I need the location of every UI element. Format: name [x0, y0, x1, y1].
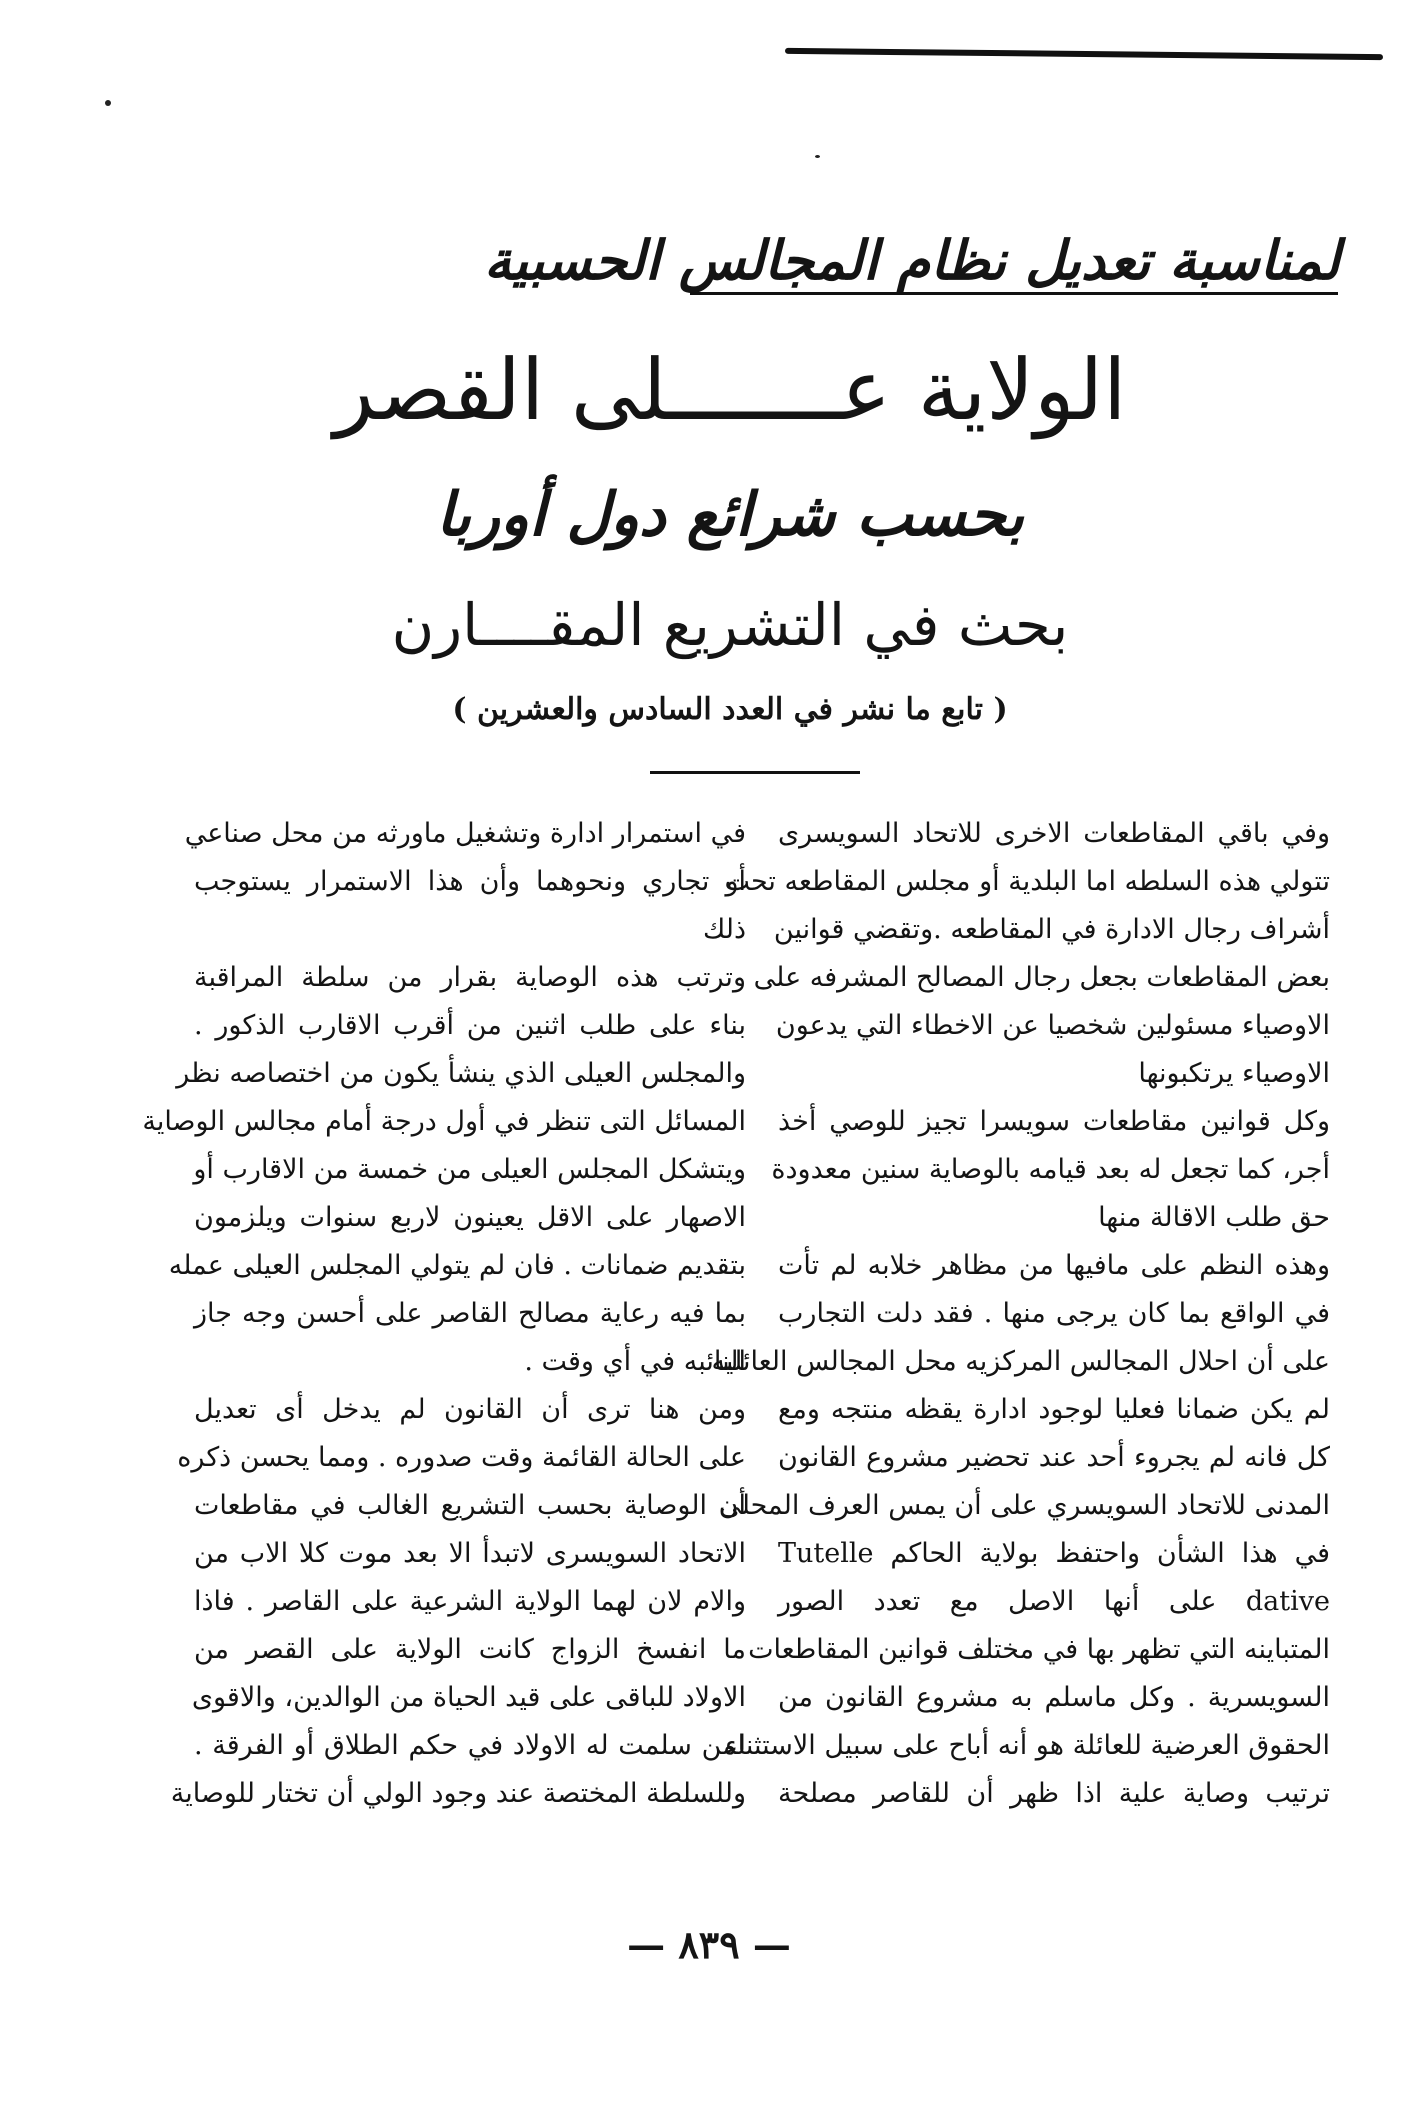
text-line: ومن هنا ترى أن القانون لم يدخل أى تعديل	[194, 1394, 746, 1425]
text-line: ذلك	[702, 914, 746, 945]
text-line: تتولي هذه السلطه اما البلدية أو مجلس المقاطعه تحت	[724, 866, 1330, 897]
page-number: — ٨٣٩ —	[627, 1922, 791, 1967]
text-line: الاصهار على الاقل يعينون لاربع سنوات ويلزمون	[194, 1202, 746, 1233]
text-line: حق طلب الاقالة منها	[1098, 1202, 1330, 1233]
article-study-line: بحث في التشريع المقــــارن	[391, 591, 1069, 659]
text-line: النائبه في أي وقت .	[524, 1346, 746, 1377]
continuation-note: ( تابع ما نشر في العدد السادس والعشرين )	[452, 692, 1008, 727]
banner-underline	[690, 292, 1338, 295]
text-line: الحقوق العرضية للعائلة هو أنه أباح على سبيل الاستثناء	[724, 1730, 1330, 1761]
text-line: الاوصياء مسئولين شخصيا عن الاخطاء التي يدعون	[775, 1010, 1330, 1041]
text-line: على الحالة القائمة وقت صدوره . ومما يحسن ذكره	[177, 1442, 746, 1473]
text-line: والام لان لهما الولاية الشرعية على القاصر . فاذا	[194, 1586, 746, 1617]
article-title: الولاية عـــــــلى القصر	[333, 341, 1127, 439]
text-line: المسائل التى تنظر في أول درجة أمام مجالس الوصاية	[142, 1106, 746, 1137]
text-line: وهذه النظم على مافيها من مظاهر خلابه لم تأت	[778, 1250, 1330, 1281]
text-line: وفي باقي المقاطعات الاخرى للاتحاد السويسرى	[778, 818, 1330, 849]
text-line: بتقديم ضمانات . فان لم يتولي المجلس العيلى عمله	[168, 1250, 746, 1281]
text-line: أو تجاري ونحوهما وأن هذا الاستمرار يستوجب	[194, 866, 746, 897]
text-line: أشراف رجال الادارة في المقاطعه .وتقضي قوانين	[773, 914, 1330, 945]
text-line: ما انفسخ الزواج كانت الولاية على القصر من	[194, 1634, 746, 1665]
text-line: الاوصياء يرتكبونها	[1138, 1058, 1330, 1089]
text-line: وللسلطة المختصة عند وجود الولي أن تختار للوصاية	[170, 1778, 746, 1809]
scan-speck	[105, 100, 111, 106]
scan-speck	[815, 155, 820, 158]
text-line: بعض المقاطعات بجعل رجال المصالح المشرفه على	[753, 962, 1330, 993]
text-line: ويتشكل المجلس العيلى من خمسة من الاقارب أو	[193, 1154, 746, 1185]
text-line: الاولاد للباقى على قيد الحياة من الوالدين، والاقوى	[191, 1682, 746, 1713]
article-subtitle: بحسب شرائع دول أوربا	[435, 480, 1025, 550]
text-line: بناء على طلب اثنين من أقرب الاقارب الذكور .	[194, 1010, 746, 1041]
text-line: وترتب هذه الوصاية بقرار من سلطة المراقبة	[194, 962, 746, 993]
text-line: في استمرار ادارة وتشغيل ماورثه من محل صناعي	[184, 818, 746, 849]
text-line: dative على أنها الاصل مع تعدد الصور	[778, 1586, 1330, 1617]
text-line: على أن احلال المجالس المركزيه محل المجالس العائليه	[711, 1346, 1330, 1377]
left-column	[142, 810, 746, 1890]
section-banner: لمناسبة تعديل نظام المجالس الحسبية	[484, 228, 1340, 292]
text-line: لم يكن ضمانا فعليا لوجود ادارة يقظه منتجه ومع	[778, 1394, 1330, 1425]
text-line: المتباينه التي تظهر بها في مختلف قوانين المقاطعات	[748, 1634, 1330, 1665]
text-line: المدنى للاتحاد السويسري على أن يمس العرف المحلى	[719, 1490, 1330, 1521]
text-line: أجر، كما تجعل له بعد قيامه بالوصاية سنين معدودة	[771, 1154, 1330, 1185]
text-line: وكل قوانين مقاطعات سويسرا تجيز للوصي أخذ	[778, 1106, 1330, 1137]
top-rule	[785, 48, 1383, 60]
text-line: كل فانه لم يجروء أحد عند تحضير مشروع القانون	[778, 1442, 1330, 1473]
text-line: ترتيب وصاية علية اذا ظهر أن للقاصر مصلحة	[778, 1778, 1330, 1809]
text-line: الاتحاد السويسرى لاتبدأ الا بعد موت كلا الاب من	[194, 1538, 746, 1569]
text-line: السويسرية . وكل ماسلم به مشروع القانون من	[778, 1682, 1330, 1713]
text-line: في هذا الشأن واحتفظ بولاية الحاكم Tutelle	[778, 1538, 1330, 1569]
text-line: والمجلس العيلى الذي ينشأ يكون من اختصاصه نظر	[176, 1058, 746, 1089]
title-divider	[650, 771, 860, 774]
text-line: لمن سلمت له الاولاد في حكم الطلاق أو الفرقة .	[194, 1730, 746, 1761]
text-line: أن الوصاية بحسب التشريع الغالب في مقاطعات	[194, 1490, 746, 1521]
text-line: بما فيه رعاية مصالح القاصر على أحسن وجه جاز	[194, 1298, 746, 1329]
text-line: في الواقع بما كان يرجى منها . فقد دلت التجارب	[778, 1298, 1330, 1329]
